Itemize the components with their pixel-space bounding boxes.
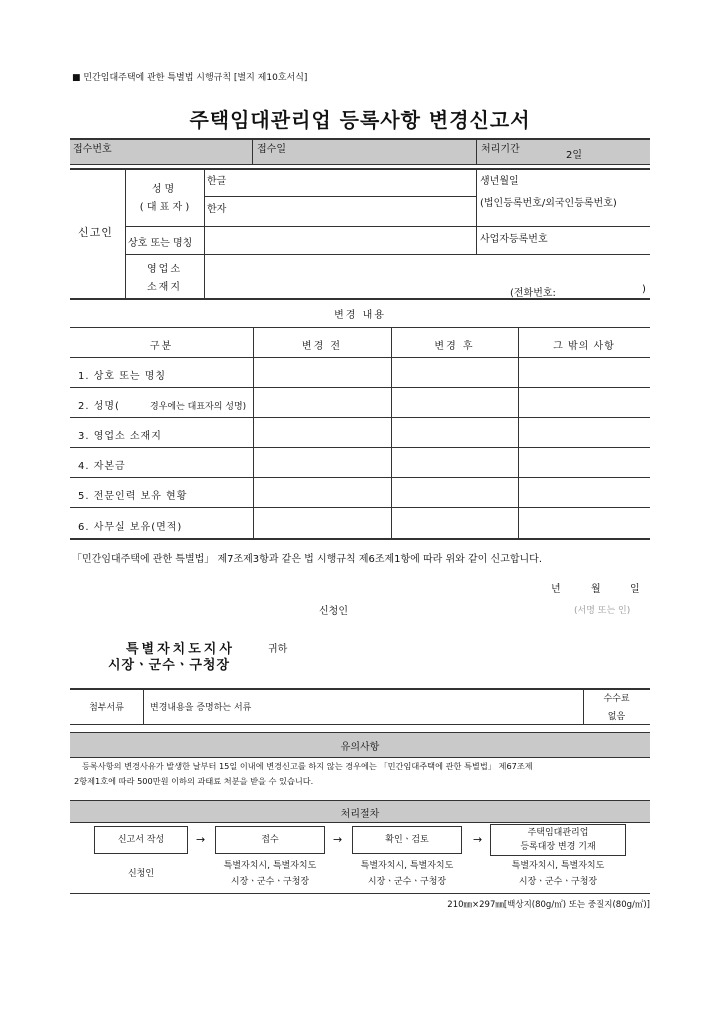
step-actor: 특별자치시, 특별자치도 xyxy=(360,861,454,871)
business-number-label: 사업자등록번호 xyxy=(480,234,548,245)
changes-section-title: 변경 내용 xyxy=(334,310,386,321)
change-row-label: 2. 성명( xyxy=(78,401,120,412)
change-row-label: 4. 자본금 xyxy=(78,461,126,472)
recipient-governor: 특별자치도지사 xyxy=(126,642,235,657)
change-row-note: 경우에는 대표자의 성명) xyxy=(150,402,247,412)
change-row-label: 5. 전문인력 보유 현황 xyxy=(78,491,188,502)
step-label: 신고서 작성 xyxy=(117,835,165,845)
arrow-icon: → xyxy=(333,833,343,846)
processing-period-label: 처리기간 xyxy=(481,144,520,155)
header-after: 변경 후 xyxy=(434,341,475,352)
applicant-signature-label: 신청인 xyxy=(319,606,348,617)
birth-date-label: 생년월일 xyxy=(480,176,519,187)
step-register-box xyxy=(490,824,626,856)
paper-spec: 210㎜×297㎜[백상지(80g/㎡) 또는 중질지(80g/㎡)] xyxy=(447,900,650,910)
arrow-icon: → xyxy=(196,833,206,846)
applicant-section-label: 신고인 xyxy=(78,226,113,239)
step-actor: 특별자치시, 특별자치도 xyxy=(511,861,605,871)
step-label: 등록대장 변경 기재 xyxy=(520,842,596,852)
step-actor: 특별자치시, 특별자치도 xyxy=(223,861,317,871)
date-day: 일 xyxy=(630,584,640,595)
header-before: 변경 전 xyxy=(301,341,343,352)
step-actor: 시장ㆍ군수ㆍ구청장 xyxy=(518,877,598,887)
receipt-date-label: 접수일 xyxy=(257,144,286,155)
step-actor: 시장ㆍ군수ㆍ구청장 xyxy=(367,877,447,887)
attachments-content: 변경내용을 증명하는 서류 xyxy=(150,703,252,713)
step-write-form-box xyxy=(94,826,188,854)
step-label: 주택임대관리업 xyxy=(527,828,589,838)
name-label: 성명 xyxy=(151,184,178,195)
procedure-title: 처리절차 xyxy=(340,809,380,820)
change-row-label: 3. 영업소 소재지 xyxy=(78,431,162,442)
step-receive-box xyxy=(215,826,325,854)
receipt-row xyxy=(70,138,650,164)
fee-value: 없음 xyxy=(607,712,626,722)
step-review-box xyxy=(352,826,462,854)
office-location-label-1: 영업소 xyxy=(147,264,182,275)
recipient-honorific: 귀하 xyxy=(268,644,288,655)
fee-label: 수수료 xyxy=(603,694,630,704)
change-row-label: 1. 상호 또는 명칭 xyxy=(78,371,167,382)
form-title: 주택임대관리업 등록사항 변경신고서 xyxy=(189,108,531,132)
notice-line-1: 등록사항의 변경사유가 발생한 날부터 15일 이내에 변경신고를 하지 않는 경우에는 「민간임대주택에 관한 특별법」 제67조제 xyxy=(82,761,533,771)
header-category: 구분 xyxy=(149,341,174,352)
law-reference: ■ 민간임대주택에 관한 특별법 시행규칙 [별지 제10호서식] xyxy=(72,73,308,83)
registration-number-label: (법인등록번호/외국인등록번호) xyxy=(480,198,617,209)
step-actor: 신청인 xyxy=(127,869,155,879)
date-month: 월 xyxy=(591,584,601,595)
header-other: 그 밖의 사항 xyxy=(553,341,615,352)
step-label: 접수 xyxy=(261,835,279,845)
change-row-label: 6. 사무실 보유(면적) xyxy=(78,522,183,533)
signature-hint: (서명 또는 인) xyxy=(574,606,631,616)
representative-label: ( 대 표 자 ) xyxy=(139,202,190,213)
office-location-label-2: 소재지 xyxy=(147,282,182,293)
notice-line-2: 2항제1호에 따라 500만원 이하의 과태료 처분을 받을 수 있습니다. xyxy=(74,776,314,786)
date-year: 년 xyxy=(551,584,561,595)
step-label: 확인ㆍ검토 xyxy=(385,835,429,845)
receipt-number-label: 접수번호 xyxy=(73,144,112,155)
processing-period-value: 2일 xyxy=(566,150,583,161)
phone-close: ) xyxy=(642,284,646,295)
arrow-icon: → xyxy=(473,833,483,846)
declaration-text: 「민간임대주택에 관한 특별법」 제7조제3항과 같은 법 시행규칙 제6조제1항에 따라 위와 같이 신고합니다. xyxy=(72,554,542,565)
trade-name-label: 상호 또는 명칭 xyxy=(128,238,193,249)
name-hanja-label: 한자 xyxy=(207,204,227,215)
name-hangul-label: 한글 xyxy=(207,176,227,187)
step-actor: 시장ㆍ군수ㆍ구청장 xyxy=(230,877,310,887)
attachments-label: 첨부서류 xyxy=(89,703,124,713)
notice-title: 유의사항 xyxy=(340,742,380,753)
recipient-mayor: 시장ㆍ군수ㆍ구청장 xyxy=(108,658,231,673)
phone-label: (전화번호: xyxy=(510,288,556,299)
